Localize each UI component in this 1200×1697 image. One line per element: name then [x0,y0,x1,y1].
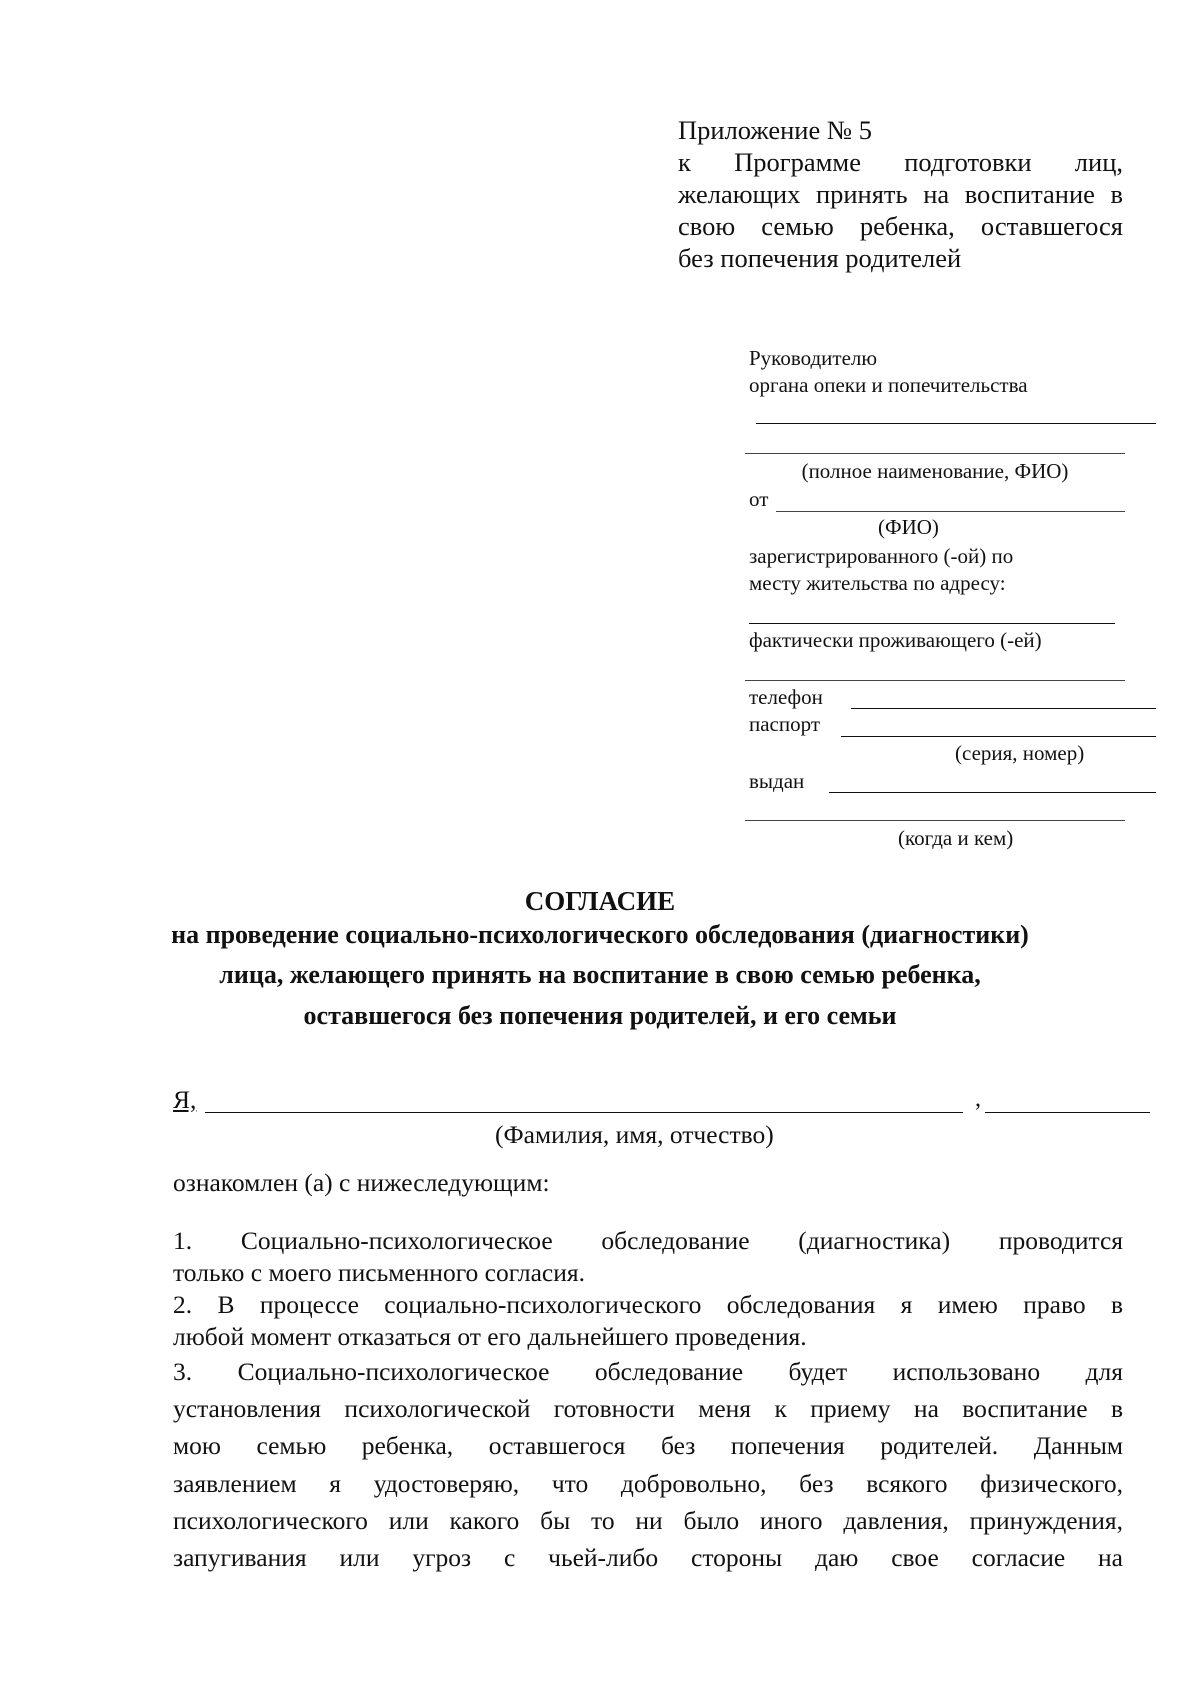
field-hint: (ФИО) [878,515,939,539]
full-name-field[interactable] [205,1112,963,1113]
passport-field[interactable] [841,736,1156,737]
appendix-line: без попечения родителей [678,243,962,273]
paragraph-3 [173,1353,1123,1576]
paragraph-2 [173,1289,1123,1353]
paragraph-line: мою семью ребенка, оставшегося без попечения родителей. Данным [173,1431,1123,1461]
appendix-line: к Программе подготовки лиц, [678,147,1123,177]
intro-text: ознакомлен (а) с нижеследующим: [173,1168,550,1197]
registration-address-field[interactable] [749,623,1115,624]
org-name-field[interactable] [756,423,1156,424]
from-label: от [749,487,769,511]
appendix-line: желающих принять на воспитание в [678,179,1123,209]
appendix-number: Приложение № 5 [678,115,873,145]
field-hint: (когда и кем) [898,826,1014,850]
appendix-reference [678,114,1123,274]
extra-field[interactable] [985,1112,1150,1113]
paragraph-line: только с моего письменного согласия. [173,1258,585,1287]
registration-label: месту жительства по адресу: [749,571,1006,595]
phone-label: телефон [749,685,823,709]
actual-address-field[interactable] [745,680,1125,681]
paragraph-line: установления психологической готовности меня к приему на воспитание в [173,1394,1123,1424]
paragraph-line: психологического или какого бы то ни было иного давления, принуждения, [173,1505,1123,1535]
paragraph-1 [173,1225,1123,1289]
org-name-field[interactable] [745,453,1125,454]
field-hint: (полное наименование, ФИО) [801,459,1069,483]
paragraph-line: 3. Социально-психологическое обследование будет использовано для [173,1357,1123,1386]
phone-field[interactable] [851,708,1156,709]
addressee-title: органа опеки и попечительства [749,373,1028,397]
paragraph-line: запугивания или угроз с чьей-либо стороны даю свое согласие на [173,1543,1123,1573]
document-subtitle: лица, желающего принять на воспитание в свою семью ребенка, [219,960,981,989]
paragraph-line: заявлением я удостоверяю, что добровольно, без всякого физического, [173,1468,1123,1498]
paragraph-line: 2. В процессе социально-психологического обследования я имею право в [173,1290,1123,1319]
issued-label: выдан [749,769,805,793]
issued-field[interactable] [745,820,1125,821]
document-subtitle: на проведение социально-психологического обследования (диагностики) [171,920,1029,949]
document-title: СОГЛАСИЕ [524,886,676,916]
addressee-title: Руководителю [749,346,878,370]
paragraph-line: 1. Социально-психологическое обследование (диагностика) проводится [173,1226,1123,1255]
issued-field[interactable] [829,792,1156,793]
field-hint: (Фамилия, имя, отчество) [495,1120,774,1149]
passport-label: паспорт [749,712,821,736]
actual-address-label: фактически проживающего (-ей) [749,628,1042,652]
paragraph-line: любой момент отказаться от его дальнейшего проведения. [173,1322,807,1351]
applicant-fio-field[interactable] [776,511,1125,512]
comma-separator: , [975,1086,981,1112]
field-hint: (серия, номер) [955,741,1085,765]
registration-label: зарегистрированного (-ой) по [749,544,1014,568]
i-label: Я, [173,1085,197,1114]
appendix-line: свою семью ребенка, оставшегося [678,211,1123,241]
document-subtitle: оставшегося без попечения родителей, и его семьи [303,1001,897,1030]
